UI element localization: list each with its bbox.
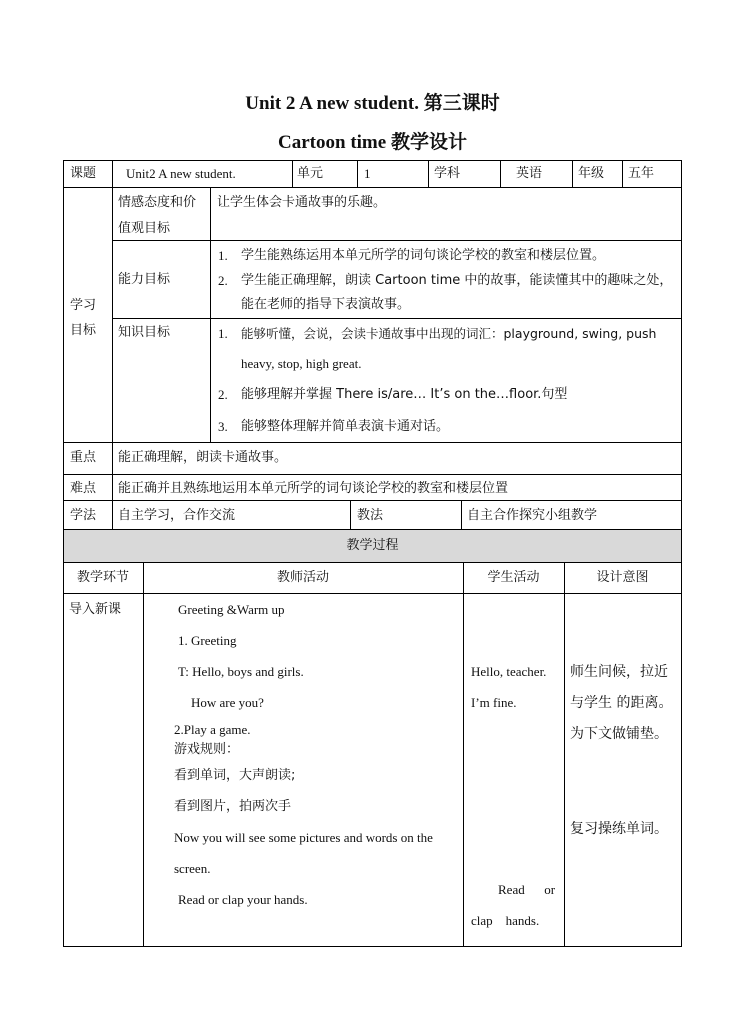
teach-method-label: 教法 [357,508,384,523]
table-border [63,946,682,947]
table-border [500,160,501,187]
teacher-activity-line: Read or clap your hands. [178,892,308,907]
difficulty-label: 难点 [70,481,97,496]
table-border [112,240,682,241]
table-border [350,500,351,529]
subject-value: 英语 [516,166,543,181]
teacher-activity-line: How are you? [191,695,264,710]
emotion-goal-label: 值观目标 [118,221,171,236]
difficulty-value: 能正确并且熟练地运用本单元所学的词句谈论学校的教室和楼层位置 [118,481,509,496]
table-border [63,500,682,501]
document-title: Unit 2 A new student. 第三课时 [245,93,500,114]
table-border [461,500,462,529]
ability-item: 学生能正确理解，朗读 Cartoon time 中的故事，能读懂其中的趣味之处， [241,273,673,288]
table-border [112,442,113,529]
table-border [63,474,682,475]
list-number: 2. [218,273,228,288]
table-border [143,562,144,947]
unit-value: 1 [364,166,371,181]
teacher-activity-line: screen. [174,861,211,876]
teacher-activity-line: 看到图片，拍两次手 [174,799,292,814]
goals-label: 学习 [70,298,97,313]
knowledge-item-cont: heavy, stop, high great. [241,356,362,371]
table-border [63,160,682,161]
student-activity-line: I’m fine. [471,695,517,710]
ability-goal-label: 能力目标 [118,272,171,287]
student-activity-line: Hello, teacher. [471,664,547,679]
emotion-goal-label: 情感态度和价 [118,195,197,210]
column-header: 设计意图 [596,570,649,585]
list-number: 2. [218,387,228,402]
subject-label: 学科 [434,166,461,181]
table-border [112,160,113,442]
teacher-activity-line: 看到单词，大声朗读; [174,768,296,783]
teacher-activity-line: 游戏规则： [174,742,240,757]
topic-label: 课题 [70,166,97,181]
list-number: 1. [218,326,228,341]
table-border [112,318,682,319]
emotion-goal-content: 让学生体会卡通故事的乐趣。 [217,195,387,210]
student-activity-line: Read or [498,882,556,897]
table-border [622,160,623,187]
ability-item: 学生能熟练运用本单元所学的词句谈论学校的教室和楼层位置。 [241,248,606,263]
teacher-activity-line: 2.Play a game. [174,722,251,737]
learn-method-label: 学法 [70,508,97,523]
knowledge-item: 能够听懂，会说，会读卡通故事中出现的词汇：playground, swing, push [241,326,657,341]
table-border [63,562,682,563]
knowledge-item: 能够整体理解并简单表演卡通对话。 [241,419,450,434]
design-intent-line: 复习操练单词。 [570,821,668,837]
table-border [572,160,573,187]
key-point-value: 能正确理解，朗读卡通故事。 [118,450,288,465]
design-intent-line: 师生问候，拉近 [570,664,668,680]
topic-value: Unit2 A new student. [126,166,236,181]
column-header: 教师活动 [276,570,329,585]
grade-label: 年级 [578,166,605,181]
teacher-activity-line: T: Hello, boys and girls. [178,664,304,679]
table-border [63,529,682,530]
teach-method-value: 自主合作探究小组教学 [467,508,598,523]
table-border [63,187,682,188]
teacher-activity-line: 1. Greeting [178,633,237,648]
table-border [463,562,464,947]
table-border [681,160,682,947]
table-border [564,562,565,947]
column-header: 学生活动 [487,570,540,585]
process-header: 教学过程 [346,538,399,553]
table-border [210,187,211,442]
learn-method-value: 自主学习，合作交流 [118,508,236,523]
table-border [292,160,293,187]
list-number: 1. [218,248,228,263]
teacher-activity-line: Greeting &Warm up [178,602,285,617]
student-activity-line: clap hands. [471,913,540,928]
table-border [357,160,358,187]
table-border [63,160,64,947]
design-intent-line: 与学生 的距离。 [570,695,673,711]
table-border [63,442,682,443]
stage-label: 导入新课 [69,602,122,617]
column-header: 教学环节 [76,570,129,585]
design-intent-line: 为下文做铺垫。 [570,726,668,742]
teacher-activity-line: Now you will see some pictures and words on the [174,830,433,845]
grade-value: 五年 [628,166,655,181]
ability-item-cont: 能在老师的指导下表演故事。 [241,297,411,312]
knowledge-goal-label: 知识目标 [118,325,171,340]
list-number: 3. [218,419,228,434]
table-border [63,593,682,594]
document-subtitle: Cartoon time 教学设计 [278,132,467,153]
goals-label: 目标 [70,323,97,338]
table-border [428,160,429,187]
knowledge-item: 能够理解并掌握 There is/are… It’s on the…floor.句型 [241,387,568,402]
unit-label: 单元 [297,166,324,181]
key-point-label: 重点 [70,450,97,465]
